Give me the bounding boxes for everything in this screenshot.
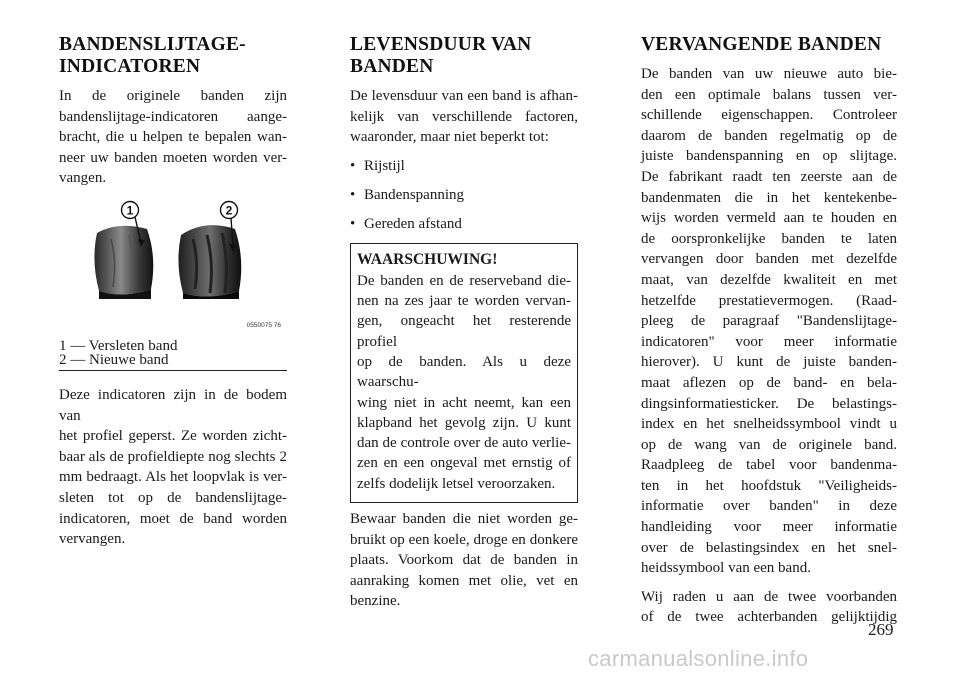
text-line: maat aflezen op de band- en bela- (641, 374, 897, 391)
text-line: vangen. (59, 170, 107, 187)
text-line: de oorspronkelijke banden te laten (641, 230, 897, 247)
text-line: De banden van uw nieuwe auto bie- (641, 66, 897, 82)
worn-tire-image (94, 226, 153, 299)
text-line: pleeg de paragraaf "Bandenslijtage- (641, 313, 897, 330)
list-item (350, 156, 578, 176)
text-line: zen en een ongeval met ernstig of (357, 455, 571, 472)
text-line: neer uw banden moeten worden ver- (59, 149, 287, 166)
caption-new-tire: 2 — Nieuwe band (59, 351, 169, 368)
page-number: 269 (868, 620, 894, 639)
tire-wear-figure (59, 199, 287, 339)
text-line: mm bedraagt. Als het loopvlak is ver- (59, 469, 287, 486)
list-item-label: Gereden afstand (364, 215, 462, 232)
text-line: bandenslijtage-indicatoren aange- (59, 108, 287, 125)
text-line: wing niet in acht neemt, kan een (357, 394, 571, 411)
callout-1-label: 1 (126, 203, 134, 218)
text-line: op de banden. Als u deze waarschu- (357, 353, 571, 391)
text-line: bruikt op een koele, droge en donkere (350, 531, 578, 548)
text-line: aanraking komen met olie, vet en (350, 572, 578, 589)
heading-replacement-tires: VERVANGENDE BANDEN (641, 34, 882, 55)
text-line: Wij raden u aan de twee voorbanden (641, 588, 897, 605)
warning-box (350, 243, 578, 503)
text-line: dan de controle over de auto verlie- (357, 435, 571, 452)
heading-tire-lifespan (350, 34, 578, 78)
figure-code: 0550075 76 (246, 321, 281, 329)
text-line: De levensduur van een band is afhan- (350, 88, 578, 104)
column-tire-lifespan (350, 34, 578, 612)
text-line: vervangen door banden met dezelfde (641, 251, 897, 268)
text-line: De fabrikant raadt ten zeerste aan de (641, 168, 897, 185)
text-line: op de wang van de originele band. (641, 436, 897, 453)
text-line: hierover). U kunt de juiste banden- (641, 354, 897, 371)
list-item-label: Rijstijl (364, 157, 405, 174)
column-replacement-tires (641, 34, 897, 628)
text-line: dingsinformatiesticker. De belastings- (641, 395, 897, 412)
text-line: over de belastingsindex en het snel- (641, 539, 897, 556)
list-item-label: Bandenspanning (364, 186, 464, 203)
text-line: baar als de profieldiepte nog slechts 2 (59, 448, 287, 465)
intro-paragraph (350, 86, 578, 148)
text-line: daarom de banden regelmatig op de (641, 127, 897, 144)
text-line: Raadpleeg de tabel voor bandenma- (641, 457, 897, 474)
text-line: heidssymbool van een band. (641, 560, 811, 577)
text-line: zelfs dodelijk letsel veroorzaken. (357, 475, 556, 492)
warning-text (357, 271, 571, 494)
text-line: indicatoren" voor meer informatie (641, 333, 897, 350)
text-line: In de originele banden zijn (59, 88, 287, 104)
text-line: indicatoren, moet de band worden (59, 510, 287, 527)
text-line: sleten tot op de bandenslijtage- (59, 489, 287, 506)
factor-list (350, 156, 578, 234)
caption-divider (59, 370, 287, 371)
text-line: hetzelfde prestatievermogen. (Raad- (641, 292, 897, 309)
bullet-icon: • (350, 157, 356, 174)
text-line: den een optimale balans tussen ver- (641, 86, 897, 103)
text-line: Bewaar banden die niet worden ge- (350, 511, 578, 528)
text-line: schillende eigenschappen. Controleer (641, 107, 897, 124)
text-line: nen na zes jaar te worden vervan- (357, 293, 571, 310)
tire-comparison-illustration (59, 199, 287, 339)
list-item (350, 185, 578, 205)
column-tire-wear-indicators (59, 34, 287, 550)
text-line: bandenmaten die in het kentekenbe- (641, 189, 897, 206)
list-item (350, 214, 578, 234)
text-line: wijs worden vermeld aan te houden en (641, 210, 897, 227)
text-line: informatie over banden" in deze (641, 498, 897, 515)
text-line: juiste bandenspanning en op slijtage. (641, 148, 897, 165)
text-line: maat, van dezelfde kwaliteit en met (641, 271, 897, 288)
callout-2-label: 2 (225, 203, 233, 218)
text-line: waaronder, maar niet beperkt tot: (350, 129, 549, 146)
text-line: bracht, die u helpen te bepalen wan- (59, 129, 287, 146)
text-line: plaats. Voorkom dat de banden in (350, 552, 578, 569)
caption-worn-tire: 1 — Versleten band (59, 337, 178, 354)
text-line: benzine. (350, 593, 401, 610)
figure-caption (59, 339, 287, 367)
text-line: Deze indicatoren zijn in de bodem van (59, 386, 287, 424)
heading-line: BANDENSLIJTAGE- INDICATOREN (59, 34, 246, 77)
text-line: of de twee achterbanden gelijktijdig (641, 609, 897, 626)
text-line: klapband het gevolg zijn. U kunt (357, 414, 571, 431)
text-line: vervangen. (59, 531, 126, 548)
bullet-icon: • (350, 186, 356, 203)
body-paragraph (59, 385, 287, 550)
recommendation-paragraph (641, 587, 897, 628)
text-line: het profiel geperst. Ze worden zicht- (59, 428, 287, 445)
text-line: De banden en de reserveband die- (357, 272, 571, 289)
heading-line: LEVENSDUUR VAN BANDEN (350, 34, 532, 77)
text-line: gen, ongeacht het resterende profiel (357, 313, 571, 350)
warning-title: WAARSCHUWING! (357, 250, 498, 268)
storage-paragraph (350, 509, 578, 612)
intro-paragraph (59, 86, 287, 189)
text-line: kelijk van verschillende factoren, (350, 108, 578, 125)
text-line: index en het snelheidssymbool vindt u (641, 416, 897, 433)
text-line: ten in het hoofdstuk "Veiligheids- (641, 477, 897, 494)
watermark: carmanualsonline.info (588, 646, 809, 671)
text-line: handleiding voor meer informatie (641, 519, 897, 536)
heading-tire-wear-indicators (59, 34, 287, 78)
bullet-icon: • (350, 215, 356, 232)
replacement-paragraph (641, 64, 897, 579)
